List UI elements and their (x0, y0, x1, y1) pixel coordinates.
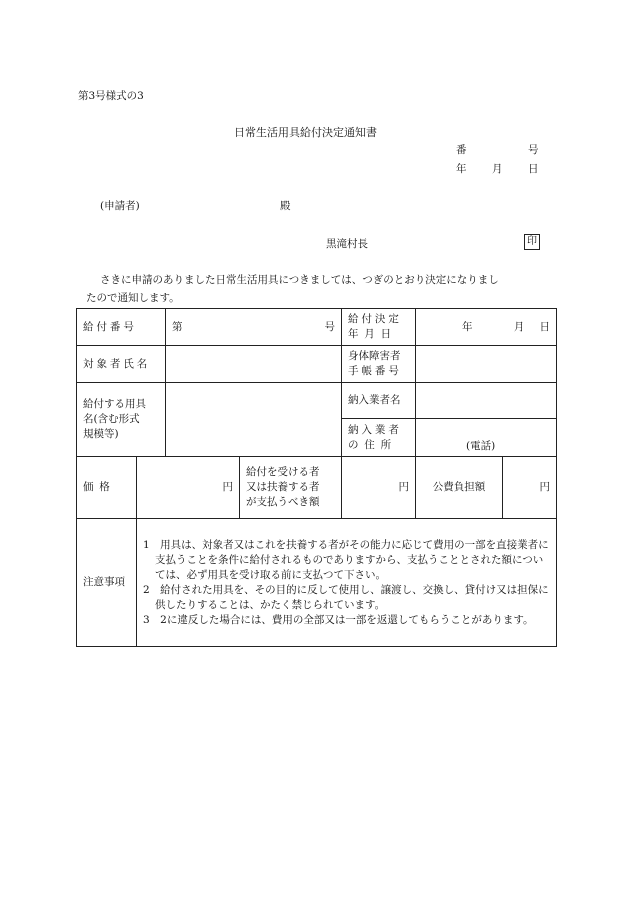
item-label-2: 名(含む形式 (83, 413, 140, 425)
item-field[interactable] (166, 383, 342, 457)
public-burden-label: 公費負担額 (416, 457, 503, 519)
seal-mark (524, 234, 540, 250)
notes-label: 注意事項 (77, 519, 137, 647)
vendor-address-field[interactable] (416, 419, 557, 457)
item-label-3: 規模等) (83, 428, 119, 440)
decision-date-label-1: 給付決定 (348, 313, 402, 325)
price-label: 価格 (77, 457, 137, 519)
recipient-name-label: 対象者氏名 (77, 346, 166, 383)
document-title: 日常生活用具給付決定通知書 (234, 126, 377, 139)
note-item: 2 給付された用具を、その目的に反して使用し、譲渡し、交換し、貸付け又は担保に供したりすることは、かたく禁じられています。 (143, 583, 549, 611)
burden-field[interactable] (342, 457, 416, 519)
vendor-name-label: 納入業者名 (342, 383, 416, 419)
burden-label-3: が支払うべき額 (246, 496, 320, 508)
price-yen: 円 (222, 481, 234, 493)
date-month: 月 (492, 163, 503, 175)
number-go: 号 (528, 144, 539, 156)
grant-number-label: 給付番号 (77, 309, 166, 346)
handbook-label-1: 身体障害者 (348, 350, 401, 362)
row-grant-number (77, 309, 557, 346)
public-burden-field[interactable] (503, 457, 557, 519)
note-item: 1 用具は、対象者又はこれを扶養する者がその能力に応じて費用の一部を直接業者に支払うことを条件に給付されるものでありますから、支払うこととされた額については、必ず用具を受け取る前に支払つて下さい。 (143, 538, 549, 581)
row-item (77, 383, 557, 419)
vendor-address-label-1: 納入業者 (348, 423, 402, 436)
decision-date-field[interactable] (416, 309, 557, 346)
decision-month: 月 (513, 320, 525, 333)
body-text-line1: さきに申請のありました日常生活用具につきましては、つぎのとおり決定になりまし (100, 274, 499, 286)
grant-number-field[interactable] (166, 309, 342, 346)
vendor-name-field[interactable] (416, 383, 557, 419)
seal-label: 印 (524, 234, 540, 250)
applicant-label: (申請者) (100, 200, 140, 212)
decision-day: 日 (539, 320, 551, 333)
vendor-address-label (342, 419, 416, 457)
burden-label-2: 又は扶養する者 (246, 481, 320, 493)
notes-content (137, 519, 557, 647)
handbook-label-2: 手帳番号 (348, 365, 402, 377)
decision-form-table (76, 308, 557, 647)
body-text-line2: たので通知します。 (86, 292, 180, 304)
burden-label (240, 457, 342, 519)
burden-label-1: 給付を受ける者 (246, 466, 320, 478)
row-notes (77, 519, 557, 647)
phone-label: (電話) (466, 440, 496, 452)
public-burden-yen: 円 (539, 481, 551, 493)
row-recipient (77, 346, 557, 383)
decision-date-label-2: 年月日 (348, 328, 397, 340)
number-ban: 番 (456, 144, 467, 156)
burden-yen: 円 (398, 481, 410, 493)
form-number: 第3号様式の3 (78, 90, 144, 102)
recipient-name-field[interactable] (166, 346, 342, 383)
decision-year: 年 (462, 320, 473, 333)
date-year: 年 (456, 163, 467, 175)
grant-number-go: 号 (324, 320, 336, 333)
decision-date-label (342, 309, 416, 346)
vendor-address-label-2: の住所 (348, 438, 397, 451)
date-day: 日 (528, 163, 539, 175)
handbook-label (342, 346, 416, 383)
note-item: 3 2に違反した場合には、費用の全部又は一部を返還してもらうことがあります。 (143, 613, 534, 626)
item-label (77, 383, 166, 457)
row-price (77, 457, 557, 519)
issuer-name: 黒滝村長 (326, 238, 368, 250)
grant-number-dai: 第 (172, 320, 183, 333)
price-field[interactable] (137, 457, 240, 519)
handbook-number-field[interactable] (416, 346, 557, 383)
item-label-1: 給付する用具 (83, 398, 146, 410)
applicant-honorific: 殿 (280, 200, 291, 212)
